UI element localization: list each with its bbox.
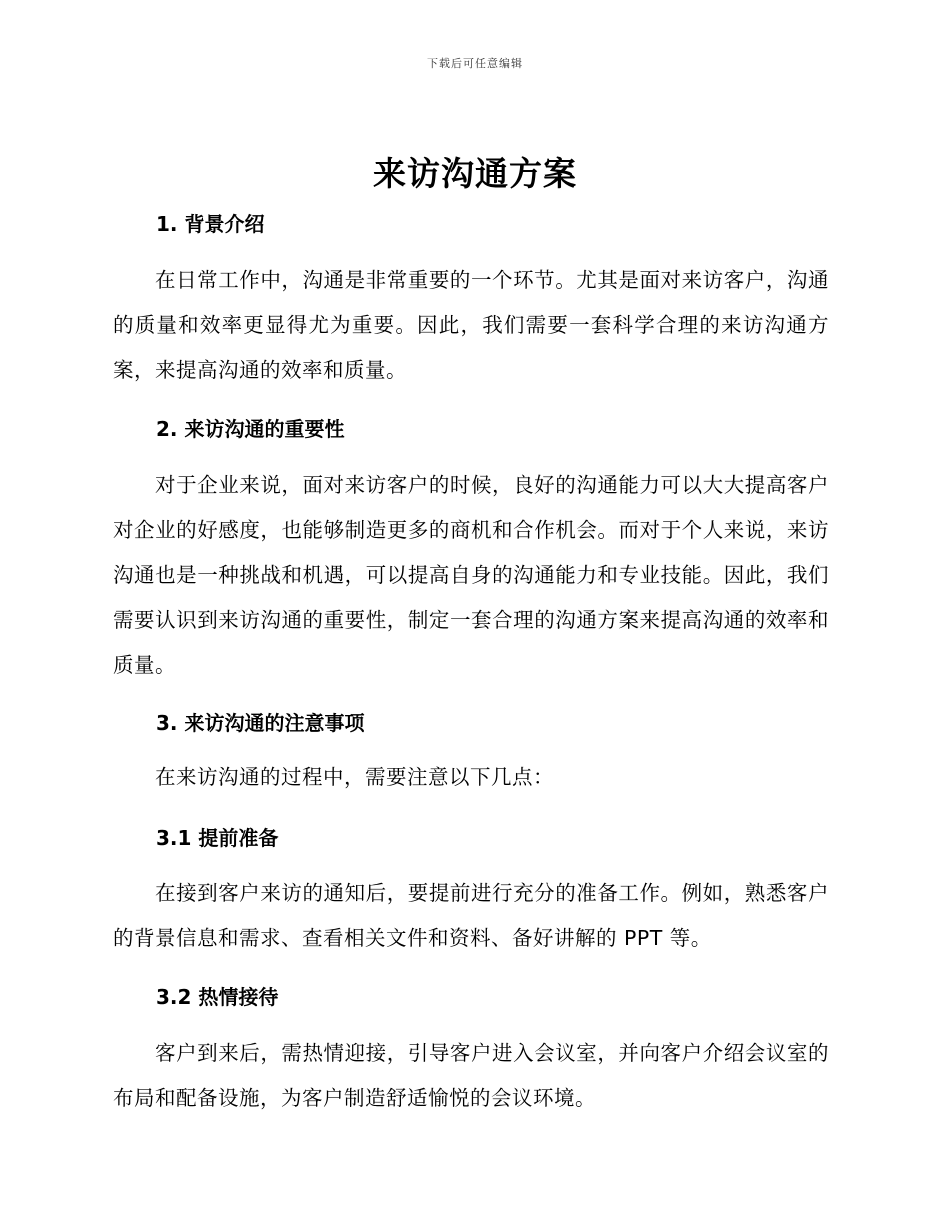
section-heading-preparation: 3.1 提前准备 xyxy=(156,826,279,850)
section-heading-background: 1. 背景介绍 xyxy=(156,212,265,236)
section-paragraph-notes: 在来访沟通的过程中，需要注意以下几点： xyxy=(155,765,554,789)
section-paragraph-preparation: 在接到客户来访的通知后，要提前进行充分的准备工作。例如，熟悉客户的背景信息和需求、查看相关文件和资料、备好讲解的 PPT 等。 xyxy=(113,881,829,950)
section-paragraph-reception: 客户到来后，需热情迎接，引导客户进入会议室，并向客户介绍会议室的布局和配备设施，为客户制造舒适愉悦的会议环境。 xyxy=(113,1041,829,1110)
section-heading-importance: 2. 来访沟通的重要性 xyxy=(156,417,345,441)
header-note: 下载后可任意编辑 xyxy=(427,57,523,70)
section-heading-reception: 3.2 热情接待 xyxy=(156,985,279,1009)
section-heading-notes: 3. 来访沟通的注意事项 xyxy=(156,711,365,735)
section-paragraph-importance: 对于企业来说，面对来访客户的时候，良好的沟通能力可以大大提高客户对企业的好感度，也能够制造更多的商机和合作机会。而对于个人来说，来访沟通也是一种挑战和机遇，可以提高自身的沟通能力和专业技能。因此，我们需要认识到来访沟通的重要性，制定一套合理的沟通方案来提高沟通的效率和质量。 xyxy=(113,473,829,677)
section-paragraph-background: 在日常工作中，沟通是非常重要的一个环节。尤其是面对来访客户，沟通的质量和效率更显得尤为重要。因此，我们需要一套科学合理的来访沟通方案，来提高沟通的效率和质量。 xyxy=(113,268,829,382)
document-title: 来访沟通方案 xyxy=(373,154,577,193)
